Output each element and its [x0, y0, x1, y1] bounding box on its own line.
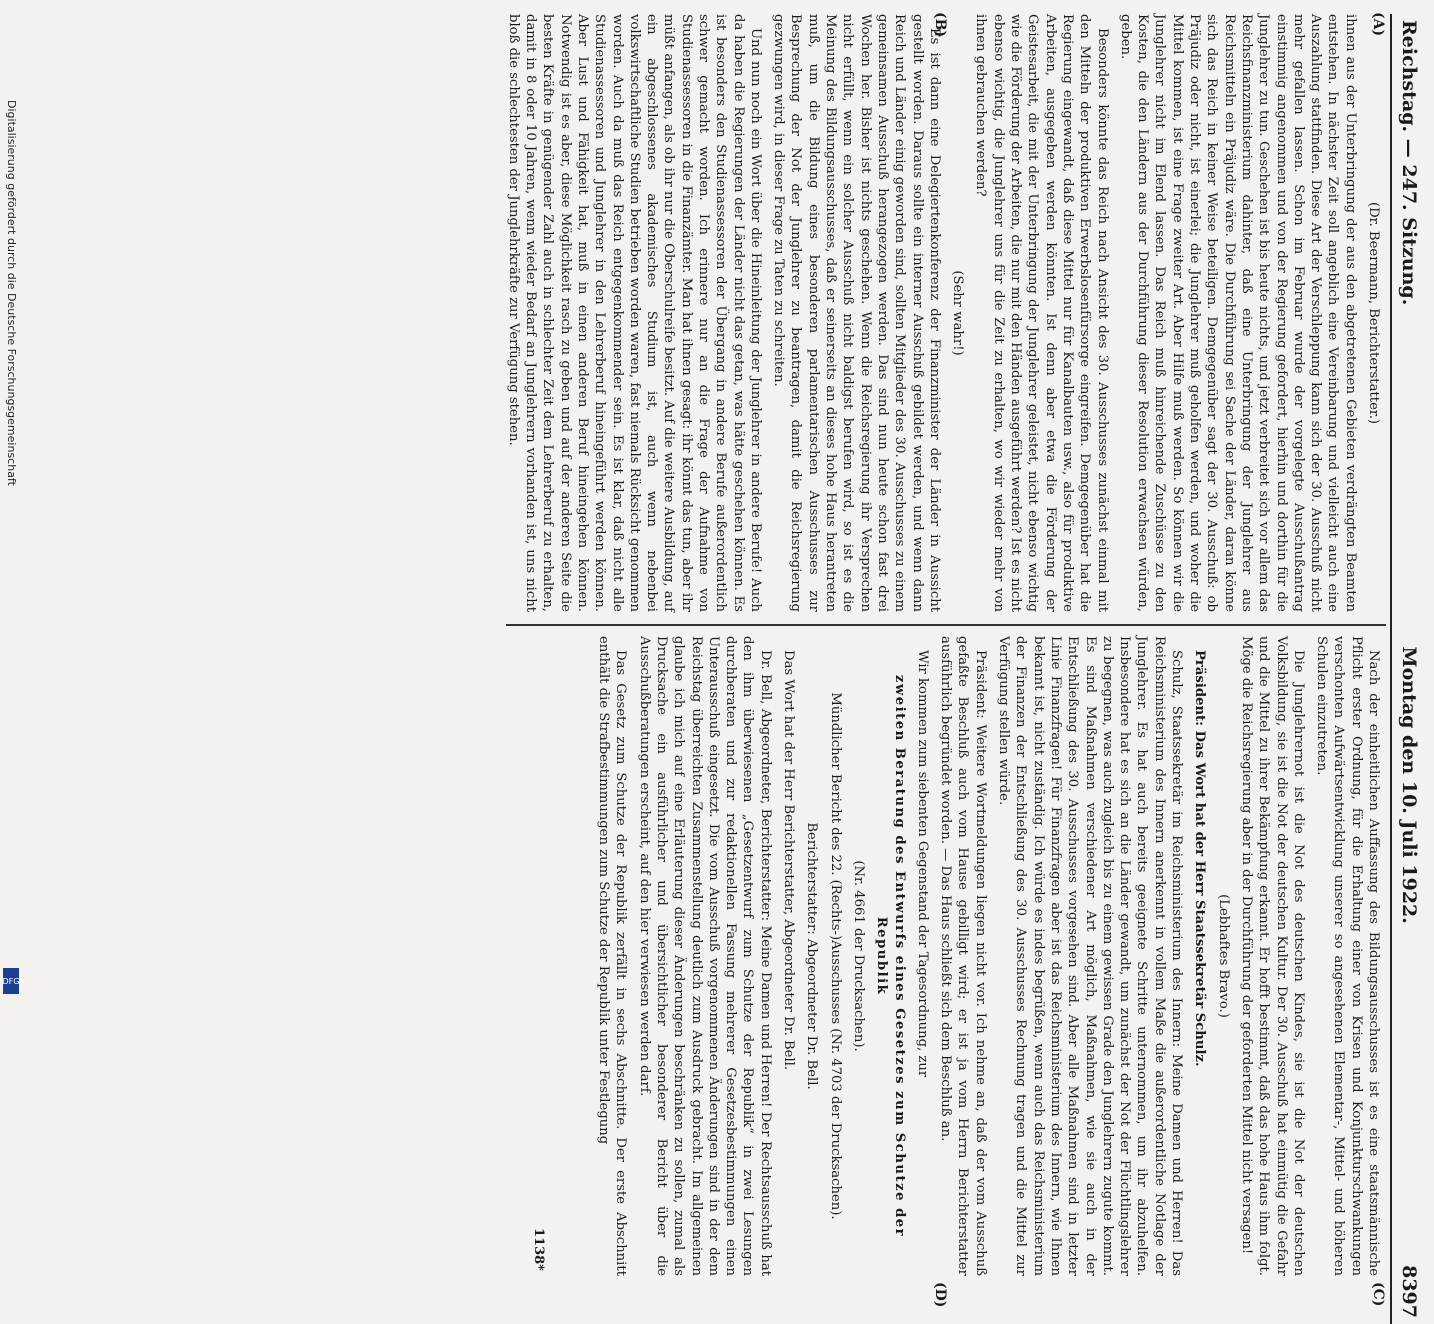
margin-marker-a: (A)	[1370, 12, 1386, 37]
interjection: (Lebhaftes Bravo.)	[1215, 894, 1231, 1018]
paragraph: Besonders könnte das Reich nach Ansicht des 30. Ausschusses zunächst einmal mit den Mitteln der produktiven Erwerbslosenfürsorge eingreifen. Demgegenüber hat die Regierung eingewandt, daß diese Mittel nur für Kanalbauten usw., also für produktive Arbeiten, ausgegeben werden könnten. Ist denn aber etwa die Förderung der Geistesarbeit, die mit der Unterbringung der Junglehrer geleistet, nicht ebenso wichtig wie die Förderung der Arbeiten, die nur mit den Händen ausgeführt werden? Ist es nicht ebenso wichtig, die Junglehrer uns für die Zeit zu erhalten, wo wir wieder mehr von ihnen gebrauchen werden?	[973, 14, 1110, 612]
page-content	[116, 12, 1426, 1318]
agenda-title: zweiten Beratung des Entwurfs eines Gesetzes zum Schutze der Republik	[874, 674, 907, 1238]
column-divider	[506, 624, 1386, 626]
agenda-report: Mündlicher Bericht des 22. (Rechts-)Ausschusses (Nr. 4703 der Drucksachen).	[827, 692, 843, 1220]
dfg-logo	[3, 968, 19, 994]
right-column	[589, 636, 1382, 1276]
paragraph: Das Gesetz zum Schutze der Republik zerfällt in sechs Abschnitte. Der erste Abschnitt enthält die Strafbestimmungen zum Schutze der Republik unter Festlegung	[596, 636, 629, 1276]
dfg-logo-text: DFG	[2, 976, 20, 986]
interjection: (Sehr wahr!)	[950, 270, 966, 356]
paragraph: Wir kommen zum siebenten Gegenstand der Tagesordnung, zur	[914, 650, 930, 1078]
header-center: Montag den 10. Juli 1922.	[1398, 646, 1420, 924]
president-line: Präsident: Das Wort hat der Herr Staatssekretär Schulz.	[1192, 650, 1208, 1067]
paragraph: Das Wort hat der Herr Berichterstatter, Abgeordneter Dr. Bell.	[781, 650, 797, 1071]
left-column	[498, 14, 1382, 612]
speaker-line: (Dr. Beermann, Berichterstatter.)	[1366, 201, 1381, 425]
digitization-credit	[4, 100, 20, 990]
header-left: Reichstag. — 247. Sitzung.	[1398, 20, 1420, 306]
header-page-number: 8397	[1398, 1265, 1420, 1318]
digitization-credit-text: Digitalisierung gefördert durch die Deutsche Forschungsgemeinschaft	[5, 100, 18, 486]
paragraph: Nach der einheitlichen Auffassung des Bildungsausschusses ist es eine staatsmännische Pflicht erster Ordnung, für die Erhaltung einer von Krisen und Konjunkturschwankungen verschonten Aufwärtsentwicklung unserer so angesehenen Elementar-, Mittel- und höheren Schulen einzutreten.	[1314, 636, 1381, 1276]
paragraph: Dr. Bell, Abgeordneter, Berichterstatter: Meine Damen und Herren! Der Rechtsausschuß hat den ihm überwiesenen „Gesetzentwurf zum Schutze der Republik“ in zwei Lesungen durchberaten und zur redaktionellen Fassung mehrerer Gesetzesbestimmungen einen Unterausschuß eingesetzt. Die vom Ausschuß vorgenommenen Änderungen sind in der dem Reichstag überreichten Zusammenstellung deutlich zum Ausdruck gebracht. Im allgemeinen glaube ich mich auf eine Erläuterung dieser Änderungen beschränken zu sollen, zumal als Drucksache ein ausführlicher und übersichtlicher besonderer Bericht über die Ausschußberatungen erscheint, auf den hier verwiesen werden darf.	[636, 636, 773, 1276]
margin-marker-c: (C)	[1370, 1282, 1386, 1307]
page-footer-number: 1138*	[531, 1228, 546, 1271]
paragraph: Es ist dann eine Delegiertenkonferenz der Finanzminister der Länder in Aussicht gestellt worden. Daraus sollte ein interner Ausschuß gebildet werden, und wenn dann Reich und Länder einig geworden sind, sollten Mitglieder des 30. Ausschusses zu einem gemeinsamen Ausschuß herangezogen werden. Das sind nun heute schon fast drei Wochen her. Bisher ist nichts geschehen. Wenn die Reichsregierung ihr Versprechen nicht erfüllt, wenn ein solcher Ausschuß nicht baldigst berufen wird, so ist es die Meinung des Bildungsausschusses, daß er seinerseits an dieses hohe Haus herantreten muß, um die Bildung eines besonderen parlamentarischen Ausschusses zur Besprechung der Not der Junglehrer zu beantragen, damit die Reichsregierung gezwungen wird, in dieser Frage zu Taten zu schreiten.	[771, 14, 942, 612]
margin-marker-b: (B)	[932, 12, 948, 38]
paragraph: Und nun noch ein Wort über die Hineinleitung der Junglehrer in andere Berufe! Auch da haben die Regierungen der Länder nicht das getan, was hätte geschehen können. Es ist besonders den Studienassessoren der Übergang in andere Berufe außerordentlich schwer gemacht worden. Ich erinnere nur an die Frage der Aufnahme von Studienassessoren in die Finanzämter. Man hat ihnen gesagt: ihr könnt das tun, aber ihr müßt anfangen, als ob ihr nur die Oberschulreife besitzt. Auf die weitere Ausbildung, auf ein abgeschlossenes akademisches Studium ist, auch wenn nebenbei volkswirtschaftliche Studien betrieben worden waren, fast niemals Rücksicht genommen worden. Auch da muß das Reich entgegenkommender sein. Es ist klar, daß nicht alle Studienassessoren und Junglehrer in den Lehrerberuf hineingeführt werden können. Aber Lust und Fähigkeit hat, muß in einen anderen Beruf hineingehen können. Notwendig ist es aber, diese Möglichkeit rasch zu geben und auf der anderen Seite die besten Kräfte in genügender Zahl auch in schlechter Zeit dem Lehrerberuf zu erhalten, damit in 8 oder 10 Jahren, wenn wieder Bedarf an Junglehrern vorhanden ist, uns nicht bloß die schlechtesten der Junglehrkräfte zur Verfügung stehen.	[505, 14, 763, 612]
margin-marker-d: (D)	[932, 1282, 948, 1308]
scanned-page	[88, 8, 1434, 1318]
agenda-ref: (Nr. 4661 der Drucksachen).	[850, 860, 866, 1052]
paragraph: Schulz, Staatssekretär im Reichsministerium des Innern: Meine Damen und Herren! Das Reichsministerium des Innern anerkennt in vollem Maße die außerordentliche Notlage der Junglehrer. Es hat auch bereits geeignete Schritte unternommen, um ihr abzuhelfen. Insbesondere hat es sich an die Länder gewandt, um zunächst der Not der Flüchtlingslehrer zu begegnen, was auch zugleich bis zu einem gewissen Grade den Junglehrern zugute kommt. Es sind Maßnahmen verschiedener Art möglich, Maßnahmen, wie sie auch in der Entschließung des 30. Ausschusses vorgesehen sind. Aber alle Maßnahmen sind in letzter Linie Finanzfragen! Für Finanzfragen aber ist das Reichsministerium des Innern, wie Ihnen bekannt ist, nicht zuständig. Ich würde es indes begrüßen, wenn auch das Reichsministerium der Finanzen der Entschließung des 30. Ausschusses Rechnung tragen und die Mittel zur Verfügung stellen würde.	[996, 636, 1185, 1276]
paragraph: Präsident: Weitere Wortmeldungen liegen nicht vor. Ich nehme an, daß der vom Ausschuß gefaßte Beschluß auch vom Hause gebilligt wird; er ist ja vom Herrn Berichterstatter ausführlich begründet worden. — Das Haus schließt sich dem Beschluß an.	[938, 636, 988, 1276]
agenda-rapporteur: Berichterstatter: Abgeordneter Dr. Bell.	[804, 822, 820, 1090]
page-header	[1390, 14, 1426, 1324]
paragraph: Die Junglehrernot ist die Not des deutschen Kindes, sie ist die Not der deutschen Volksbildung, sie ist die Not der deutschen Kultur. Der 30. Ausschuß hat einmütig die Gefahr und die Mittel zu ihrer Bekämpfung erkannt. Er hofft bestimmt, daß das hohe Haus ihm folgt. Möge die Reichsregierung aber in der Durchführung der geforderten Mittel nicht versagen!	[1238, 636, 1306, 1276]
paragraph: ihnen aus der Unterbringung der aus den abgetretenen Gebieten verdrängten Beamten entstehen. In nächster Zeit soll angeblich eine Vereinbarung und vielleicht auch eine Auszahlung stattfinden. Diese Art der Verschleppung kann sich der 30. Ausschuß nicht mehr gefallen lassen. Schon im Februar wurde der vorgelegte Ausschußantrag einstimmig angenommen und von der Regierung gefordert, hierhin und dorthin für die Junglehrer zu tun. Geschehen ist bis heute nichts, und jetzt verbreitet sich vor allem das Reichsfinanzministerium dahinter, daß eine Unterbringung der Junglehrer aus Reichsmitteln ein Präjudiz wäre. Die Durchführung sei Sache der Länder, daran könne sich das Reich in keiner Weise beteiligen. Demgegenüber sagt der 30. Ausschuß: ob Präjudiz oder nicht, ist einerlei; die Junglehrer muß geholfen werden, und woher die Mittel kommen, ist eine Frage zweiter Art. Aber Hilfe muß werden. So können wir die Junglehrer nicht im Elend lassen. Das Reich muß hinreichende Zuschüsse zu den Kosten, die den Ländern aus der Durchführung dieser Resolution erwachsen würden, geben.	[1117, 14, 1358, 612]
